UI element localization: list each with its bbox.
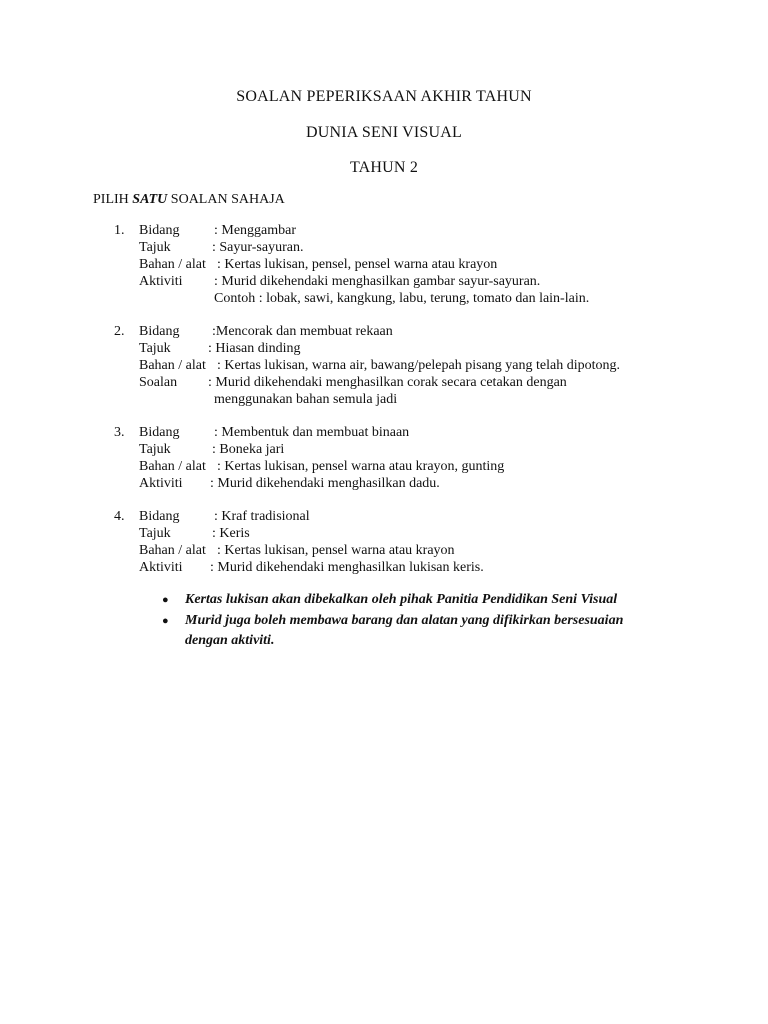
question-row bbox=[0, 509, 768, 526]
row-continuation: menggunakan bahan semula jadi bbox=[214, 392, 398, 407]
row-continuation: Contoh : lobak, sawi, kangkung, labu, terung, tomato dan lain-lain. bbox=[214, 291, 590, 306]
question-row bbox=[0, 291, 768, 308]
row-label: Bahan / alat bbox=[139, 543, 206, 558]
row-value: : Murid dikehendaki menghasilkan gambar sayur-sayuran. bbox=[214, 274, 541, 289]
exam-title: SOALAN PEPERIKSAAN AKHIR TAHUN bbox=[236, 88, 532, 105]
row-value: : Kraf tradisional bbox=[214, 509, 310, 524]
question-row bbox=[0, 543, 768, 560]
row-label: Aktiviti bbox=[139, 476, 183, 491]
bullet-icon: ● bbox=[162, 594, 169, 606]
subject-title: DUNIA SENI VISUAL bbox=[306, 124, 462, 141]
row-value: : Menggambar bbox=[214, 223, 297, 238]
question-number: 1. bbox=[114, 223, 125, 238]
question-row bbox=[0, 375, 768, 392]
instruction-line bbox=[93, 192, 285, 208]
row-label: Aktiviti bbox=[139, 274, 183, 289]
question-row bbox=[0, 324, 768, 341]
question-row bbox=[0, 341, 768, 358]
row-label: Bidang bbox=[139, 509, 180, 524]
note-text-continuation: dengan aktiviti. bbox=[185, 633, 275, 648]
row-value: : Membentuk dan membuat binaan bbox=[214, 425, 410, 440]
row-value: : Kertas lukisan, warna air, bawang/pelepah pisang yang telah dipotong. bbox=[217, 358, 620, 373]
instruction-prefix: PILIH bbox=[93, 192, 133, 207]
row-value: : Kertas lukisan, pensel warna atau krayon, gunting bbox=[217, 459, 505, 474]
row-label: Bidang bbox=[139, 223, 180, 238]
question-row bbox=[0, 240, 768, 257]
row-label: Bahan / alat bbox=[139, 358, 206, 373]
question-row bbox=[0, 274, 768, 291]
question-row bbox=[0, 526, 768, 543]
question-number: 2. bbox=[114, 324, 125, 339]
row-value: : Hiasan dinding bbox=[208, 341, 301, 356]
row-value: :Mencorak dan membuat rekaan bbox=[212, 324, 393, 339]
note-text: Kertas lukisan akan dibekalkan oleh pihak Panitia Pendidikan Seni Visual bbox=[185, 592, 618, 607]
row-value: : Murid dikehendaki menghasilkan dadu. bbox=[210, 476, 440, 491]
row-label: Tajuk bbox=[139, 442, 171, 457]
note-text: Murid juga boleh membawa barang dan alatan yang difikirkan bersesuaian bbox=[185, 613, 624, 628]
row-value: : Kertas lukisan, pensel warna atau krayon bbox=[217, 543, 455, 558]
row-value: : Sayur-sayuran. bbox=[212, 240, 304, 255]
question-number: 4. bbox=[114, 509, 125, 524]
bullet-icon: ● bbox=[162, 615, 169, 627]
row-label: Tajuk bbox=[139, 341, 171, 356]
question-row bbox=[0, 476, 768, 493]
question-row bbox=[0, 358, 768, 375]
question-number: 3. bbox=[114, 425, 125, 440]
row-label: Soalan bbox=[139, 375, 178, 390]
question-row bbox=[0, 442, 768, 459]
question-row bbox=[0, 257, 768, 274]
row-label: Tajuk bbox=[139, 526, 171, 541]
question-row bbox=[0, 425, 768, 442]
row-label: Bahan / alat bbox=[139, 257, 206, 272]
row-value: : Kertas lukisan, pensel, pensel warna atau krayon bbox=[217, 257, 498, 272]
instruction-emphasis: SATU bbox=[132, 192, 168, 207]
row-value: : Keris bbox=[212, 526, 250, 541]
instruction-suffix: SOALAN SAHAJA bbox=[167, 192, 285, 207]
row-label: Bidang bbox=[139, 425, 180, 440]
year-title: TAHUN 2 bbox=[349, 159, 419, 176]
row-value: : Boneka jari bbox=[212, 442, 285, 457]
row-value: : Murid dikehendaki menghasilkan corak secara cetakan dengan bbox=[208, 375, 567, 390]
row-label: Bidang bbox=[139, 324, 180, 339]
row-value: : Murid dikehendaki menghasilkan lukisan keris. bbox=[210, 560, 484, 575]
row-label: Bahan / alat bbox=[139, 459, 206, 474]
question-row bbox=[0, 560, 768, 577]
question-row bbox=[0, 392, 768, 409]
question-row bbox=[0, 459, 768, 476]
row-label: Tajuk bbox=[139, 240, 171, 255]
question-row bbox=[0, 223, 768, 240]
row-label: Aktiviti bbox=[139, 560, 183, 575]
